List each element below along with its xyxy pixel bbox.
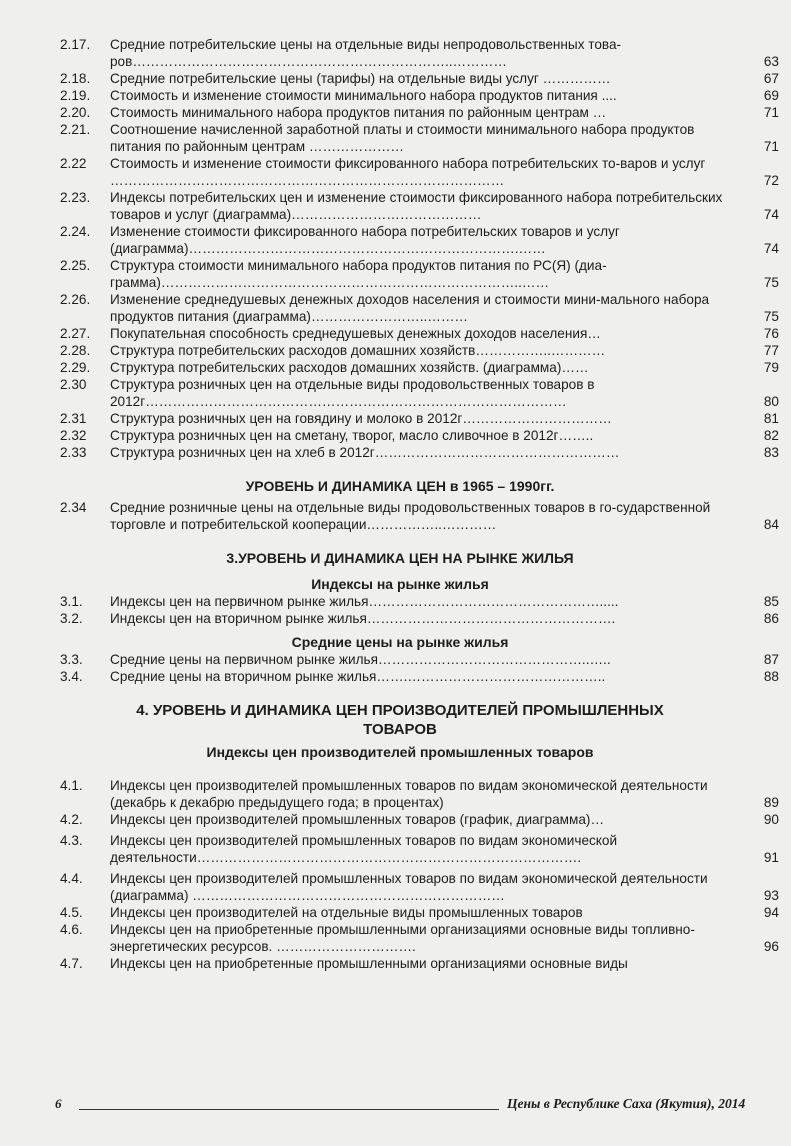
subheading-producer-indices: Индексы цен производителей промышленных товаров (206, 744, 594, 760)
entry-title: Индексы цен на приобретенные промышленными организациями основные виды топливно- энергетических ресурсов. …………………………. (110, 922, 695, 954)
entry-number: 2.25. (60, 258, 91, 273)
entry-number: 3.2. (60, 611, 83, 626)
toc-entry (0, 921, 791, 955)
entry-title: Индексы цен производителей промышленных товаров по видам экономической деятельности (диаграмма) …………………………………………………………… (110, 871, 708, 903)
entry-page: 67 (763, 71, 779, 86)
toc-group-2-17-to-2-33 (0, 36, 791, 461)
entry-title: Структура потребительских расходов домашних хозяйств. (диаграмма)…… (110, 360, 589, 375)
entry-title: Изменение стоимости фиксированного набора потребительских товаров и услуг (диаграмма)……………………………………………………………….…… (110, 224, 620, 256)
entry-page: 79 (763, 360, 779, 375)
toc-entry (0, 427, 791, 444)
entry-page: 82 (763, 428, 779, 443)
entry-title: Средние потребительские цены (тарифы) на отдельные виды услуг …………… (110, 71, 611, 86)
toc-entry (0, 811, 791, 828)
toc-entry (0, 376, 791, 410)
entry-page: 86 (763, 611, 779, 626)
entry-page: 75 (763, 309, 779, 324)
entry-title: Структура розничных цен на сметану, творог, масло сливочное в 2012г…….. (110, 428, 594, 443)
entry-page: 87 (763, 652, 779, 667)
section-heading-4-line2: ТОВАРОВ (363, 721, 437, 738)
subheading-housing-avg-prices: Средние цены на рынке жилья (291, 634, 509, 650)
entry-page: 81 (763, 411, 779, 426)
entry-number: 2.21. (60, 122, 91, 137)
toc-entry (0, 444, 791, 461)
toc-entry (0, 870, 791, 904)
toc-entry (0, 257, 791, 291)
entry-number: 2.22 (60, 156, 87, 171)
section-heading-3: 3.УРОВЕНЬ И ДИНАМИКА ЦЕН НА РЫНКЕ ЖИЛЬЯ (226, 550, 574, 566)
toc-entry (0, 499, 791, 533)
entry-number: 4.7. (60, 956, 83, 971)
toc-entry (0, 121, 791, 155)
entry-page: 74 (763, 207, 779, 222)
entry-number: 4.3. (60, 833, 83, 848)
entry-page: 94 (763, 905, 779, 920)
entry-title: Структура стоимости минимального набора продуктов питания по РС(Я) (диа-граммa)……………………………………………………………………..…… (110, 258, 607, 290)
entry-number: 4.6. (60, 922, 83, 937)
entry-number: 2.17. (60, 37, 91, 52)
footer-rule (79, 1109, 499, 1110)
entry-page: 96 (763, 939, 779, 954)
entry-title: Индексы цен производителей промышленных товаров по видам экономической деятельности (декабрь к декабрю предыдущего года; в процентах) (110, 778, 708, 810)
entry-number: 4.4. (60, 871, 83, 886)
entry-title: Средние цены на первичном рынке жилья………………………………………..….. (110, 652, 611, 667)
entry-number: 2.33 (60, 445, 87, 460)
entry-title: Структура потребительских расходов домашних хозяйств……………..………… (110, 343, 606, 358)
entry-page: 80 (763, 394, 779, 409)
entry-title: Средние потребительские цены на отдельные виды непродовольственных това-ров……………………………………………………………..………… (110, 37, 622, 69)
toc-entry (0, 832, 791, 866)
table-of-contents (0, 36, 791, 972)
entry-page: 85 (763, 594, 779, 609)
entry-number: 2.19. (60, 88, 91, 103)
entry-number: 4.2. (60, 812, 83, 827)
entry-number: 2.18. (60, 71, 91, 86)
entry-page: 88 (763, 669, 779, 684)
entry-title: Индексы потребительских цен и изменение стоимости фиксированного набора потребительских товаров и услуг (диаграмма)…………………………………… (110, 190, 723, 222)
entry-number: 4.5. (60, 905, 83, 920)
entry-title: Средние розничные цены на отдельные виды продовольственных товаров в го-сударственной торговле и потребительской кооперации……………..………… (110, 500, 711, 532)
entry-number: 2.34 (60, 500, 87, 515)
entry-title: Индексы цен производителей на отдельные виды промышленных товаров (110, 905, 583, 920)
entry-number: 2.28. (60, 343, 91, 358)
toc-entry (0, 593, 791, 610)
toc-entry (0, 610, 791, 627)
entry-number: 2.20. (60, 105, 91, 120)
entry-number: 2.32 (60, 428, 87, 443)
toc-entry (0, 325, 791, 342)
page-footer (55, 1094, 755, 1114)
entry-title: Индексы цен на первичном рынке жилья……………………………………………..... (110, 594, 619, 609)
entry-page: 77 (763, 343, 779, 358)
entry-page: 90 (763, 812, 779, 827)
entry-page: 93 (763, 888, 779, 903)
toc-entry (0, 189, 791, 223)
entry-number: 3.3. (60, 652, 83, 667)
entry-page: 84 (763, 517, 779, 532)
toc-entry (0, 777, 791, 811)
entry-number: 3.1. (60, 594, 83, 609)
toc-entry (0, 87, 791, 104)
entry-page: 91 (763, 850, 779, 865)
entry-page: 75 (763, 275, 779, 290)
entry-title: Индексы цен производителей промышленных товаров по видам экономической деятельности…………………………………………………………………………. (110, 833, 618, 865)
entry-number: 2.23. (60, 190, 91, 205)
entry-number: 2.26. (60, 292, 91, 307)
toc-entry (0, 359, 791, 376)
entry-title: Стоимость минимального набора продуктов питания по районным центрам … (110, 105, 607, 120)
entry-page: 72 (763, 173, 779, 188)
entry-page: 76 (763, 326, 779, 341)
entry-title: Средние цены на вторичном рынке жилья…….…………………………………….. (110, 669, 606, 684)
toc-entry (0, 291, 791, 325)
section-heading-4-line1: 4. УРОВЕНЬ И ДИНАМИКА ЦЕН ПРОИЗВОДИТЕЛЕЙ ПРОМЫШЛЕННЫХ (136, 702, 664, 719)
entry-number: 2.27. (60, 326, 91, 341)
entry-page: 74 (763, 241, 779, 256)
toc-entry (0, 904, 791, 921)
toc-entry (0, 223, 791, 257)
entry-title: Индексы цен на вторичном рынке жилья………………………………………………. (110, 611, 616, 626)
entry-title: Стоимость и изменение стоимости фиксированного набора потребительских то-варов и услуг …………………………………………………………………………… (110, 156, 706, 188)
toc-entry (0, 155, 791, 189)
entry-page: 63 (763, 54, 779, 69)
entry-page: 71 (763, 105, 779, 120)
entry-title: Изменение среднедушевых денежных доходов населения и стоимости мини-мального набора продуктов питания (диаграмма)……………………..……… (110, 292, 710, 324)
toc-entry (0, 342, 791, 359)
entry-page: 69 (763, 88, 779, 103)
footer-page-number: 6 (55, 1096, 62, 1111)
toc-entry (0, 651, 791, 668)
entry-page: 83 (763, 445, 779, 460)
entry-title: Структура розничных цен на говядину и молоко в 2012г…………………………… (110, 411, 612, 426)
entry-number: 2.24. (60, 224, 91, 239)
entry-title: Структура розничных цен на отдельные виды продовольственных товаров в 2012г………………………………………………………………………………… (110, 377, 595, 409)
section-heading-1965: УРОВЕНЬ И ДИНАМИКА ЦЕН в 1965 – 1990гг. (245, 478, 555, 494)
entry-number: 2.30 (60, 377, 87, 392)
toc-entry (0, 668, 791, 685)
entry-number: 3.4. (60, 669, 83, 684)
toc-entry (0, 955, 791, 972)
toc-entry (0, 410, 791, 427)
entry-number: 2.31 (60, 411, 87, 426)
entry-number: 2.29. (60, 360, 91, 375)
entry-number: 4.1. (60, 778, 83, 793)
toc-entry (0, 36, 791, 70)
toc-entry (0, 70, 791, 87)
entry-title: Соотношение начисленной заработной платы и стоимости минимального набора продуктов питания по районным центрам ………………… (110, 122, 695, 154)
entry-page: 89 (763, 795, 779, 810)
entry-title: Индексы цен производителей промышленных товаров (график, диаграмма)… (110, 812, 605, 827)
entry-title: Структура розничных цен на хлеб в 2012г……………………………………………… (110, 445, 620, 460)
entry-page: 71 (763, 139, 779, 154)
entry-title: Покупательная способность среднедушевых денежных доходов населения… (110, 326, 601, 341)
footer-publication-title: Цены в Республике Саха (Якутия), 2014 (507, 1096, 746, 1111)
toc-entry (0, 104, 791, 121)
entry-title: Индексы цен на приобретенные промышленными организациями основные виды (110, 956, 628, 971)
entry-title: Стоимость и изменение стоимости минимального набора продуктов питания .... (110, 88, 617, 103)
subheading-housing-indices: Индексы на рынке жилья (311, 576, 489, 592)
